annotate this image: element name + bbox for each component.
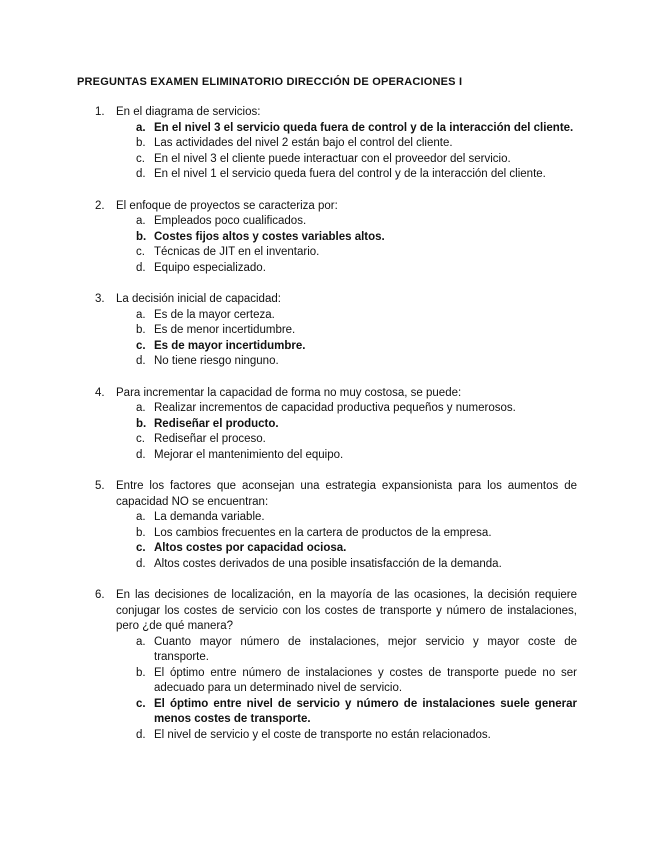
- option-a: [0, 635, 655, 666]
- question-number: 5.: [95, 480, 105, 492]
- option-letter: c.: [136, 152, 145, 165]
- option-text: Rediseñar el proceso.: [154, 433, 266, 445]
- question-number: 2.: [95, 199, 105, 212]
- option-list: [0, 635, 655, 744]
- option-letter: c.: [136, 697, 146, 710]
- option-letter: c.: [136, 542, 146, 554]
- option-letter: a.: [136, 402, 146, 414]
- option-text: Los cambios frecuentes en la cartera de productos de la empresa.: [154, 526, 492, 539]
- question-number: 6.: [95, 589, 105, 601]
- option-letter: a.: [136, 215, 146, 227]
- option-letter: c.: [136, 246, 145, 258]
- option-letter: b.: [136, 324, 146, 336]
- option-d: [0, 728, 655, 744]
- question-4: [0, 386, 655, 464]
- option-text: Realizar incrementos de capacidad productiva pequeños y numerosos.: [154, 402, 516, 414]
- question-1: [0, 105, 655, 183]
- option-letter: d.: [136, 448, 146, 461]
- option-letter: b.: [136, 417, 147, 430]
- option-a: [0, 214, 655, 230]
- option-letter: b.: [136, 230, 147, 243]
- option-d: [0, 167, 655, 183]
- option-text: Cuanto mayor número de instalaciones, mejor servicio y mayor coste de transporte.: [154, 635, 577, 663]
- question-text: Entre los factores que aconsejan una estrategia expansionista para los aumentos de capacidad NO se encuentran:: [116, 480, 577, 508]
- option-text: Equipo especializado.: [154, 261, 266, 274]
- question-list: [0, 105, 655, 759]
- option-text: El óptimo entre nivel de servicio y número de instalaciones suele generar menos costes de transporte.: [154, 697, 577, 725]
- option-list: [0, 510, 655, 572]
- option-text: El nivel de servicio y el coste de transporte no están relacionados.: [154, 728, 491, 741]
- option-letter: a.: [136, 511, 146, 523]
- option-d: [0, 557, 655, 573]
- question-text: El enfoque de proyectos se caracteriza por:: [116, 199, 338, 212]
- question-number: 4.: [95, 386, 105, 399]
- question-number: 1.: [95, 106, 105, 118]
- option-b: [0, 526, 655, 542]
- option-text: Es de la mayor certeza.: [154, 308, 275, 321]
- option-text: Técnicas de JIT en el inventario.: [154, 246, 320, 258]
- option-letter: a.: [136, 635, 146, 648]
- option-text: No tiene riesgo ninguno.: [154, 355, 279, 367]
- option-letter: c.: [136, 433, 145, 445]
- option-c: [0, 152, 655, 168]
- option-letter: d.: [136, 728, 146, 741]
- option-b: [0, 666, 655, 697]
- option-b-correct: [0, 417, 655, 433]
- option-text: Es de menor incertidumbre.: [154, 324, 296, 336]
- option-text: En el nivel 1 el servicio queda fuera del control y de la interacción del cliente.: [154, 168, 546, 180]
- option-a: [0, 401, 655, 417]
- question-number: 3.: [95, 293, 105, 305]
- option-c-correct: [0, 339, 655, 355]
- option-letter: d.: [136, 261, 146, 274]
- option-text: Altos costes derivados de una posible insatisfacción de la demanda.: [154, 557, 502, 570]
- option-list: [0, 308, 655, 370]
- option-b: [0, 136, 655, 152]
- option-c-correct: [0, 697, 655, 728]
- option-letter: b.: [136, 137, 146, 149]
- option-list: [0, 214, 655, 276]
- question-text: Para incrementar la capacidad de forma no muy costosa, se puede:: [116, 386, 462, 399]
- option-letter: b.: [136, 526, 146, 539]
- option-a: [0, 308, 655, 324]
- document-title: PREGUNTAS EXAMEN ELIMINATORIO DIRECCIÓN DE OPERACIONES I: [77, 76, 463, 88]
- option-b-correct: [0, 230, 655, 246]
- option-text: Altos costes por capacidad ociosa.: [154, 542, 347, 554]
- option-text: En el nivel 3 el cliente puede interactuar con el proveedor del servicio.: [154, 152, 511, 165]
- option-letter: a.: [136, 308, 146, 321]
- option-text: Mejorar el mantenimiento del equipo.: [154, 448, 344, 461]
- question-text: En el diagrama de servicios:: [116, 106, 261, 118]
- question-text: La decisión inicial de capacidad:: [116, 293, 281, 305]
- question-5: [0, 479, 655, 572]
- option-a: [0, 510, 655, 526]
- option-letter: a.: [136, 121, 146, 134]
- question-3: [0, 292, 655, 370]
- option-d: [0, 354, 655, 370]
- option-text: Rediseñar el producto.: [154, 417, 279, 430]
- option-letter: c.: [136, 339, 146, 352]
- question-text: En las decisiones de localización, en la mayoría de las ocasiones, la decisión requiere conjugar los costes de servicio con los costes de transporte y número de instalaciones, pero ¿de qué manera?: [116, 589, 577, 632]
- option-c: [0, 245, 655, 261]
- question-2: [0, 199, 655, 277]
- option-letter: d.: [136, 557, 146, 570]
- option-text: El óptimo entre número de instalaciones y costes de transporte puede no ser adecuado para un determinado nivel de servicio.: [154, 666, 577, 694]
- option-c: [0, 432, 655, 448]
- option-a-correct: [0, 121, 655, 137]
- option-list: [0, 121, 655, 183]
- option-letter: d.: [136, 168, 146, 180]
- option-c-correct: [0, 541, 655, 557]
- question-6: [0, 588, 655, 743]
- option-text: Las actividades del nivel 2 están bajo el control del cliente.: [154, 137, 453, 149]
- option-letter: b.: [136, 666, 146, 679]
- option-text: La demanda variable.: [154, 511, 265, 523]
- option-letter: d.: [136, 355, 146, 367]
- option-d: [0, 448, 655, 464]
- option-text: En el nivel 3 el servicio queda fuera de control y de la interacción del cliente.: [154, 121, 574, 134]
- option-d: [0, 261, 655, 277]
- option-text: Empleados poco cualificados.: [154, 215, 307, 227]
- option-list: [0, 401, 655, 463]
- option-b: [0, 323, 655, 339]
- option-text: Costes fijos altos y costes variables altos.: [154, 230, 385, 243]
- option-text: Es de mayor incertidumbre.: [154, 339, 306, 352]
